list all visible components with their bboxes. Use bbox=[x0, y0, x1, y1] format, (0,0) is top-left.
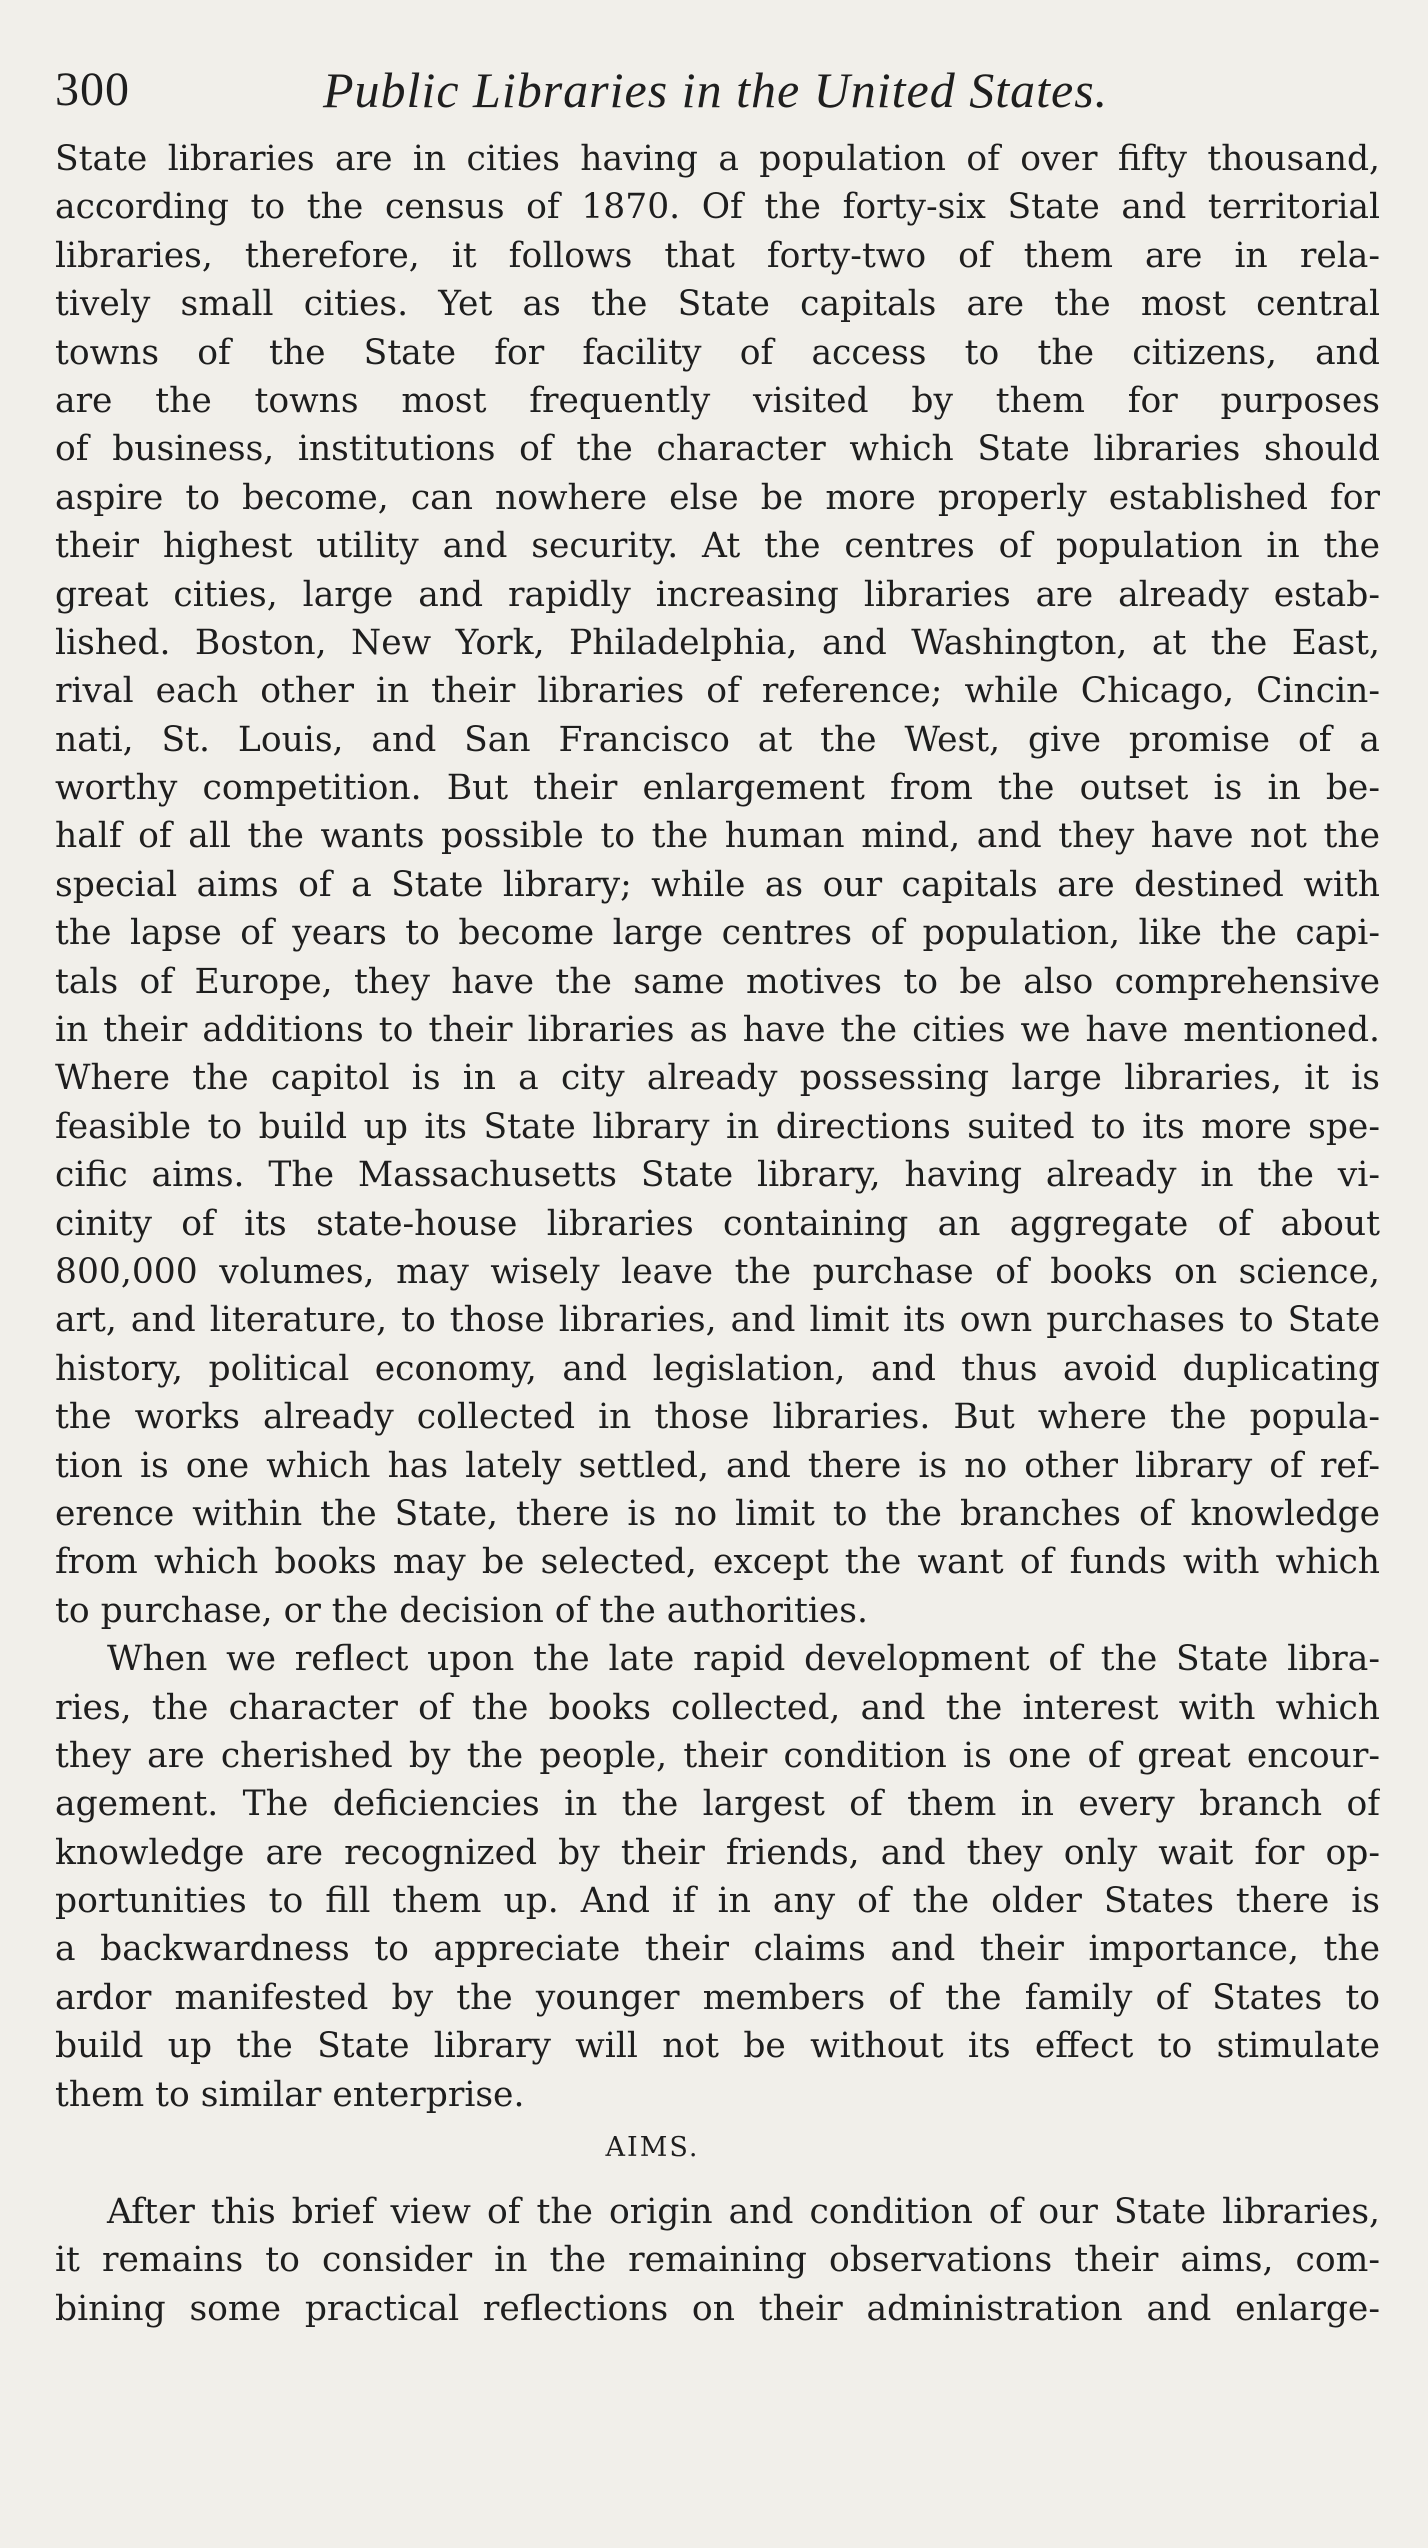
text-line: nati, St. Louis, and San Francisco at the West, give promise of a bbox=[55, 719, 1380, 760]
paragraph-2 bbox=[55, 1635, 1380, 2119]
text-line: towns of the State for facility of access to the citizens, and bbox=[55, 332, 1380, 373]
text-line: agement. The deficiencies in the largest of them in every branch of bbox=[55, 1784, 1380, 1825]
text-line: ries, the character of the books collected, and the interest with which bbox=[55, 1687, 1380, 1728]
text-line: according to the census of 1870. Of the forty-six State and territorial bbox=[55, 187, 1380, 228]
text-line: their highest utility and security. At the centres of population in the bbox=[55, 526, 1380, 567]
page-number: 300 bbox=[55, 63, 130, 116]
text-line: State libraries are in cities having a population of over fifty thousand, bbox=[55, 139, 1380, 179]
heading-gap bbox=[55, 2176, 1380, 2188]
text-line: a backwardness to appreciate their claims and their importance, the bbox=[55, 1929, 1380, 1970]
text-line: special aims of a State library; while as our capitals are destined with bbox=[55, 864, 1380, 905]
text-line: the works already collected in those libraries. But where the popula- bbox=[55, 1397, 1380, 1438]
text-line: aspire to become, can nowhere else be more properly established for bbox=[55, 477, 1380, 518]
text-line: them to similar enterprise. bbox=[55, 2074, 525, 2115]
text-line: libraries, therefore, it follows that forty-two of them are in rela- bbox=[55, 235, 1380, 276]
text-line: are the towns most frequently visited by them for purposes bbox=[55, 380, 1380, 421]
text-line: tively small cities. Yet as the State capitals are the most central bbox=[55, 284, 1380, 325]
text-line: tion is one which has lately settled, and there is no other library of ref- bbox=[55, 1445, 1380, 1486]
text-line: erence within the State, there is no limit to the branches of knowledge bbox=[55, 1493, 1380, 1534]
text-line: worthy competition. But their enlargement from the outset is in be- bbox=[55, 768, 1380, 809]
paragraph-3 bbox=[55, 2188, 1380, 2333]
text-line: tals of Europe, they have the same motives to be also comprehensive bbox=[55, 961, 1380, 1002]
text-line: from which books may be selected, except the want of funds with which bbox=[55, 1542, 1380, 1583]
text-line: Where the capitol is in a city already possessing large libraries, it is bbox=[55, 1058, 1380, 1099]
body-text bbox=[55, 135, 1380, 2333]
text-line: it remains to consider in the remaining observations their aims, com- bbox=[55, 2240, 1380, 2281]
text-line: portunities to fill them up. And if in any of the older States there is bbox=[55, 1881, 1380, 1922]
text-line: art, and literature, to those libraries, and limit its own purchases to State bbox=[55, 1300, 1380, 1341]
text-line: the lapse of years to become large centres of population, like the capi- bbox=[55, 913, 1380, 954]
text-line: great cities, large and rapidly increasing libraries are already estab- bbox=[55, 574, 1380, 615]
text-line: ardor manifested by the younger members of the family of States to bbox=[55, 1977, 1380, 2018]
text-line: After this brief view of the origin and condition of our State libraries, bbox=[107, 2192, 1380, 2233]
text-line: to purchase, or the decision of the authorities. bbox=[55, 1590, 868, 1631]
section-heading: AIMS. bbox=[605, 2132, 700, 2164]
paragraph-1 bbox=[55, 135, 1380, 1635]
text-line: they are cherished by the people, their condition is one of great encour- bbox=[55, 1735, 1380, 1776]
text-line: bining some practical reflections on their administration and enlarge- bbox=[55, 2288, 1380, 2329]
text-line: build up the State library will not be without its effect to stimulate bbox=[55, 2026, 1380, 2067]
text-line: cinity of its state-house libraries containing an aggregate of about bbox=[55, 1203, 1380, 1244]
text-line: lished. Boston, New York, Philadelphia, and Washington, at the East, bbox=[55, 622, 1380, 663]
text-line: feasible to build up its State library in directions suited to its more spe- bbox=[55, 1106, 1380, 1147]
text-line: history, political economy, and legislation, and thus avoid duplicating bbox=[55, 1348, 1380, 1389]
text-line: in their additions to their libraries as have the cities we have mentioned. bbox=[55, 1010, 1380, 1051]
text-line: rival each other in their libraries of reference; while Chicago, Cincin- bbox=[55, 671, 1380, 712]
text-line: 800,000 volumes, may wisely leave the purchase of books on science, bbox=[55, 1251, 1380, 1292]
text-line: of business, institutions of the character which State libraries should bbox=[55, 429, 1380, 470]
text-line: cific aims. The Massachusetts State library, having already in the vi- bbox=[55, 1155, 1380, 1196]
page-header bbox=[55, 55, 1375, 125]
text-line: When we reflect upon the late rapid development of the State libra- bbox=[107, 1639, 1380, 1680]
text-line: knowledge are recognized by their friends, and they only wait for op- bbox=[55, 1832, 1380, 1873]
text-line: half of all the wants possible to the human mind, and they have not the bbox=[55, 816, 1380, 857]
running-title: Public Libraries in the United States. bbox=[323, 62, 1109, 118]
